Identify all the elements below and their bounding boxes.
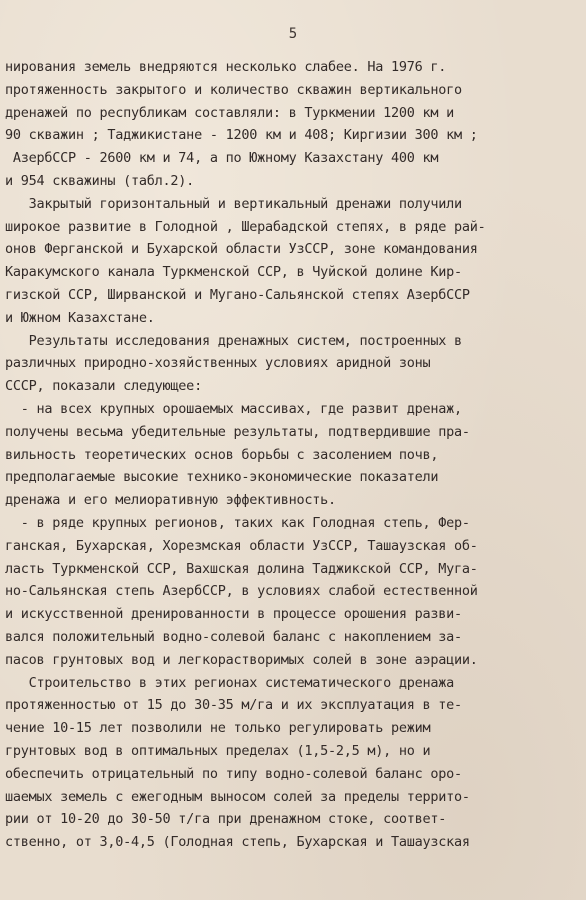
text-line: АзербССР - 2600 км и 74, а по Южному Казахстану 400 км: [5, 150, 439, 167]
text-line: различных природно-хозяйственных условиях аридной зоны: [5, 355, 431, 372]
text-line: ласть Туркменской ССР, Вахшская долина Таджикской ССР, Мугa-: [5, 560, 478, 577]
text-line: нирования земель внедряются несколько слабее. На 1976 г.: [5, 59, 447, 75]
text-line: и Южном Казахстане.: [5, 309, 155, 326]
text-line: шаемых земель с ежегодным выносом солей за пределы террито-: [5, 788, 470, 805]
text-line: Результаты исследования дренажных систем, построенных в: [5, 332, 462, 349]
text-line: 90 скважин ; Таджикистане - 1200 км и 408; Киргизии 300 км ;: [5, 127, 478, 144]
text-line: вался положительный водно-солевой баланс с накоплением за-: [5, 628, 462, 645]
text-line: - на всех крупных орошаемых массивах, где развит дренаж,: [5, 400, 462, 417]
text-line: ганская, Бухарская, Хорезмская области УзССР, Ташаузская об-: [5, 537, 478, 554]
text-line: дренажей по республикам составляли: в Туркмении 1200 км и: [5, 104, 455, 121]
text-line: получены весьма убедительные результаты, подтвердившие пра-: [5, 423, 470, 440]
text-line: предполагаемые высокие технико-экономические показатели: [5, 469, 439, 486]
text-line: вильность теоретических основ борьбы с засолением почв,: [5, 446, 439, 463]
text-line: широкое развитие в Голодной , Шерабадской степях, в ряде рай-: [5, 218, 486, 235]
text-line: и 954 скважины (табл.2).: [5, 172, 195, 189]
text-line: грунтовых вод в оптимальных пределах (1,5-2,5 м), но и: [5, 742, 431, 759]
text-line: рии от 10-20 до 30-50 т/га при дренажном стоке, соответ-: [5, 811, 447, 828]
text-line: Строительство в этих регионах систематического дренажа: [5, 674, 455, 691]
text-line: - в ряде крупных регионов, таких как Голодная степь, Фер-: [5, 514, 470, 531]
text-line: пасов грунтовых вод и легкорастворимых солей в зоне аэрации.: [5, 651, 478, 668]
text-line: ственно, от 3,0-4,5 (Голодная степь, Бухарская и Ташаузская: [5, 834, 470, 851]
text-line: гизской ССР, Ширванской и Мугано-Сальянской степях АзербССР: [5, 286, 470, 303]
text-line: дренажа и его мелиоративную эффективность.: [5, 492, 336, 509]
text-line: СССР, показали следующее:: [5, 378, 202, 395]
text-line: протяженностью от 15 до 30-35 м/га и их эксплуатация в те-: [5, 697, 462, 714]
text-line: протяженность закрытого и количество скважин вертикального: [5, 81, 462, 98]
body-text: [5, 56, 581, 854]
text-line: и искусственной дренированности в процессе орошения разви-: [5, 606, 462, 623]
text-line: чение 10-15 лет позволили не только регулировать режим: [5, 720, 431, 737]
text-line: обеспечить отрицательный по типу водно-солевой баланс оро-: [5, 765, 462, 782]
text-line: онов Ферганской и Бухарской области УзССР, зоне командования: [5, 241, 478, 258]
text-line: но-Сальянская степь АзербССР, в условиях слабой естественной: [5, 583, 478, 600]
text-line: Каракумского канала Туркменской ССР, в Чуйской долине Кир-: [5, 264, 462, 281]
text-line: Закрытый горизонтальный и вертикальный дренажи получили: [5, 195, 462, 212]
page-number: 5: [288, 26, 298, 42]
